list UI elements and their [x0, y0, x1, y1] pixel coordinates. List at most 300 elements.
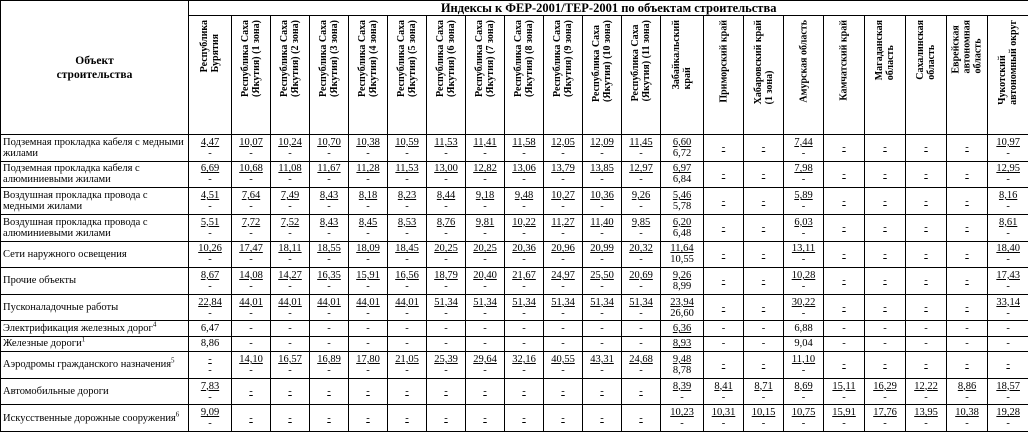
- index-value: 10,22: [512, 216, 536, 228]
- value-cell: [906, 161, 947, 188]
- index-value: 10,24: [278, 136, 302, 148]
- index-value: 17,47: [239, 243, 263, 255]
- value-cell: [906, 214, 947, 241]
- index-value: -: [721, 275, 726, 287]
- index-value: 25,39: [434, 353, 458, 365]
- index-value: 18,11: [278, 243, 302, 255]
- index-value: -: [965, 302, 969, 314]
- value-cell: [427, 268, 466, 295]
- index-value: 12,05: [551, 136, 575, 148]
- index-value: -: [522, 386, 526, 398]
- value-cell: [865, 321, 906, 336]
- index-value: 10,31: [711, 407, 736, 419]
- value-cell: [661, 214, 704, 241]
- index-value: 4,51: [200, 190, 220, 202]
- index-value: 11,28: [356, 163, 380, 175]
- index-value: 10,23: [670, 407, 694, 419]
- value-cell: [744, 268, 784, 295]
- index-value: 9,26: [672, 269, 692, 281]
- footnote-marker: 1: [81, 336, 86, 344]
- index-value: 10,38: [955, 407, 979, 419]
- index-value-secondary: -: [483, 280, 487, 292]
- index-value: 29,64: [473, 353, 497, 365]
- row-object-label: Пусконаладочные работы: [3, 302, 119, 314]
- index-value: -: [761, 142, 766, 154]
- value-cell: [583, 352, 622, 379]
- value-cell: [947, 188, 988, 215]
- value-cell: [824, 321, 865, 336]
- index-value: -: [924, 142, 928, 154]
- index-value: -: [924, 222, 928, 234]
- index-value: -: [444, 386, 448, 398]
- value-cell: [947, 294, 988, 321]
- index-value: 8,61: [998, 216, 1018, 228]
- index-value: -: [842, 359, 846, 371]
- index-value: 17,80: [356, 353, 380, 365]
- value-cell: [232, 268, 271, 295]
- value-cell: [744, 214, 784, 241]
- value-cell: [622, 352, 661, 379]
- value-cell: [232, 294, 271, 321]
- value-cell: [661, 294, 704, 321]
- row-object-name: [1, 268, 189, 295]
- value-cell: [583, 268, 622, 295]
- object-header-text: Объект строительства: [56, 54, 133, 81]
- value-cell: [271, 321, 310, 336]
- value-cell: [947, 135, 988, 162]
- index-value: 11,08: [278, 163, 302, 175]
- column-header-12: [622, 16, 661, 135]
- value-cell: [583, 188, 622, 215]
- value-cell: [505, 352, 544, 379]
- index-value: -: [965, 248, 969, 260]
- index-value-secondary: -: [327, 254, 331, 266]
- index-value: 9,26: [631, 190, 651, 202]
- value-cell: [427, 294, 466, 321]
- index-value: -: [721, 142, 726, 154]
- value-cell: [906, 378, 947, 405]
- value-cell: [505, 241, 544, 268]
- index-value: 25,50: [590, 269, 614, 281]
- value-cell: [583, 161, 622, 188]
- index-value: -: [965, 195, 969, 207]
- value-cell: [784, 135, 824, 162]
- value-cell: [784, 214, 824, 241]
- column-header-label: Камчатский край: [838, 20, 850, 101]
- index-value-secondary: -: [483, 254, 487, 266]
- index-value-secondary: -: [965, 418, 969, 430]
- index-value: -: [721, 359, 726, 371]
- value-cell: [583, 336, 622, 351]
- index-value-secondary: -: [721, 418, 726, 430]
- column-header-14: [704, 16, 744, 135]
- index-value-secondary: 5,78: [672, 201, 692, 213]
- index-value-secondary: -: [208, 418, 212, 430]
- row-object-name: [1, 378, 189, 405]
- index-value: 7,83: [200, 380, 220, 392]
- value-cell: [704, 135, 744, 162]
- value-cell: [865, 188, 906, 215]
- value-cell: [622, 241, 661, 268]
- index-value: -: [639, 323, 643, 335]
- index-value: 8,53: [397, 216, 417, 228]
- value-cell: [865, 336, 906, 351]
- object-column-header: [1, 1, 189, 135]
- value-cell: [661, 405, 704, 432]
- index-value: -: [883, 195, 887, 207]
- value-cell: [232, 321, 271, 336]
- value-cell: [704, 352, 744, 379]
- index-value: -: [883, 359, 887, 371]
- index-value: 33,14: [996, 296, 1020, 308]
- index-value-secondary: -: [327, 364, 331, 376]
- index-value: 16,56: [395, 269, 419, 281]
- value-cell: [349, 405, 388, 432]
- column-header-label: Республика Саха (Якутия) (2 зона): [279, 20, 301, 97]
- value-cell: [947, 378, 988, 405]
- index-value: 11,45: [629, 136, 653, 148]
- index-value-secondary: -: [405, 254, 409, 266]
- value-cell: [865, 405, 906, 432]
- index-value: -: [721, 302, 726, 314]
- index-value: -: [405, 338, 409, 350]
- index-value: -: [842, 275, 846, 287]
- index-value: 7,98: [794, 163, 813, 175]
- index-value: 8,86: [957, 380, 977, 392]
- value-cell: [232, 135, 271, 162]
- index-value-secondary: -: [444, 254, 448, 266]
- value-cell: [388, 352, 427, 379]
- index-value: 6,60: [672, 136, 692, 148]
- index-value: 16,29: [873, 380, 897, 392]
- index-value: 18,55: [317, 243, 341, 255]
- column-header-8: [466, 16, 505, 135]
- index-value-secondary: -: [924, 418, 928, 430]
- column-header-21: [988, 16, 1028, 135]
- index-value: -: [208, 353, 212, 365]
- row-object-name: [1, 352, 189, 379]
- index-value: 8,86: [200, 338, 220, 350]
- index-value: -: [761, 323, 766, 335]
- index-value: 10,36: [590, 190, 614, 202]
- value-cell: [427, 241, 466, 268]
- value-cell: [544, 405, 583, 432]
- value-cell: [388, 378, 427, 405]
- index-value: -: [721, 195, 726, 207]
- index-value-secondary: -: [208, 147, 212, 159]
- value-cell: [271, 405, 310, 432]
- row-object-label: Воздушная прокладка провода с алюминиевыми жилами: [3, 216, 148, 239]
- value-cell: [310, 321, 349, 336]
- index-value: -: [1006, 323, 1010, 335]
- column-header-label: Амурская область: [798, 20, 809, 103]
- value-cell: [583, 241, 622, 268]
- table-row: [1, 188, 1028, 215]
- column-header-17: [824, 16, 865, 135]
- value-cell: [544, 352, 583, 379]
- index-value: 51,34: [629, 296, 653, 308]
- index-value: -: [600, 386, 604, 398]
- index-value-secondary: -: [405, 364, 409, 376]
- column-header-13: [661, 16, 704, 135]
- value-cell: [388, 135, 427, 162]
- column-header-label: Республика Саха (Якутия) (6 зона): [435, 20, 457, 97]
- index-value-secondary: -: [639, 364, 643, 376]
- row-object-label: Подземная прокладка кабеля с алюминиевыми жилами: [3, 163, 140, 186]
- value-cell: [661, 378, 704, 405]
- index-value-secondary: -: [288, 307, 292, 319]
- value-cell: [704, 214, 744, 241]
- table-row: [1, 241, 1028, 268]
- index-value: 40,55: [551, 353, 575, 365]
- index-value: -: [1006, 359, 1010, 371]
- value-cell: [704, 405, 744, 432]
- index-value: 44,01: [395, 296, 419, 308]
- row-object-name: [1, 188, 189, 215]
- index-value: 11,58: [512, 136, 536, 148]
- row-object-label: Автомобильные дороги: [3, 386, 109, 398]
- value-cell: [988, 268, 1028, 295]
- value-cell: [189, 405, 232, 432]
- value-cell: [232, 352, 271, 379]
- value-cell: [583, 321, 622, 336]
- column-header-label: Приморский край: [718, 20, 729, 103]
- value-cell: [661, 336, 704, 351]
- value-cell: [947, 321, 988, 336]
- value-cell: [427, 336, 466, 351]
- index-value: 11,53: [395, 163, 419, 175]
- value-cell: [704, 294, 744, 321]
- value-cell: [824, 352, 865, 379]
- value-cell: [349, 336, 388, 351]
- value-cell: [310, 294, 349, 321]
- index-value-secondary: -: [600, 174, 604, 186]
- value-cell: [544, 268, 583, 295]
- index-value-secondary: -: [801, 254, 806, 266]
- index-value-secondary: -: [639, 201, 643, 213]
- footnote-marker: 4: [152, 320, 157, 329]
- value-cell: [622, 294, 661, 321]
- value-cell: [427, 135, 466, 162]
- index-value-secondary: -: [366, 147, 370, 159]
- index-value: 4,47: [200, 136, 220, 148]
- value-cell: [744, 405, 784, 432]
- index-value: 18,40: [996, 243, 1020, 255]
- table-row: [1, 405, 1028, 432]
- index-value: -: [924, 195, 928, 207]
- column-header-3: [271, 16, 310, 135]
- index-value-secondary: -: [1006, 227, 1010, 239]
- index-value: 8,43: [319, 216, 339, 228]
- value-cell: [271, 378, 310, 405]
- value-cell: [466, 268, 505, 295]
- index-value: -: [924, 275, 928, 287]
- value-cell: [310, 188, 349, 215]
- index-value: -: [883, 275, 887, 287]
- value-cell: [189, 268, 232, 295]
- value-cell: [622, 378, 661, 405]
- value-cell: [505, 135, 544, 162]
- value-cell: [544, 135, 583, 162]
- index-value: -: [924, 168, 928, 180]
- index-value: 10,15: [751, 407, 776, 419]
- index-value-secondary: -: [327, 227, 331, 239]
- value-cell: [622, 405, 661, 432]
- index-value-secondary: -: [288, 364, 292, 376]
- value-cell: [947, 405, 988, 432]
- index-value: -: [761, 195, 766, 207]
- value-cell: [544, 336, 583, 351]
- value-cell: [622, 268, 661, 295]
- value-cell: [784, 378, 824, 405]
- index-value-secondary: -: [444, 201, 448, 213]
- index-value-secondary: -: [600, 227, 604, 239]
- value-cell: [189, 294, 232, 321]
- index-value: -: [883, 338, 887, 350]
- value-cell: [388, 188, 427, 215]
- row-object-label: Воздушная прокладка провода с медными жилами: [3, 190, 148, 213]
- index-value: -: [366, 386, 370, 398]
- index-value-secondary: -: [405, 280, 409, 292]
- value-cell: [744, 352, 784, 379]
- footnote-marker: 6: [175, 410, 180, 419]
- table-row: [1, 135, 1028, 162]
- row-object-label: Прочие объекты: [3, 275, 77, 287]
- column-header-label: Республика Бурятия: [199, 20, 221, 73]
- value-cell: [784, 294, 824, 321]
- index-value: -: [761, 222, 766, 234]
- value-cell: [661, 161, 704, 188]
- value-cell: [824, 214, 865, 241]
- index-value-secondary: -: [366, 364, 370, 376]
- index-value-secondary: -: [208, 227, 212, 239]
- value-cell: [310, 241, 349, 268]
- index-value-secondary: -: [288, 147, 292, 159]
- index-value-secondary: -: [561, 227, 565, 239]
- table-row: [1, 321, 1028, 336]
- column-header-16: [784, 16, 824, 135]
- index-value: -: [483, 323, 487, 335]
- value-cell: [865, 352, 906, 379]
- index-value: -: [883, 323, 887, 335]
- value-cell: [583, 294, 622, 321]
- index-value-secondary: -: [801, 201, 806, 213]
- index-value: -: [561, 338, 565, 350]
- index-value: 6,97: [672, 163, 692, 175]
- index-value: -: [600, 338, 604, 350]
- value-cell: [466, 241, 505, 268]
- index-value-secondary: -: [639, 307, 643, 319]
- index-value: 5,51: [200, 216, 220, 228]
- index-value: 7,64: [241, 190, 261, 202]
- value-cell: [988, 241, 1028, 268]
- index-value: 11,27: [551, 216, 575, 228]
- value-cell: [427, 378, 466, 405]
- value-cell: [466, 405, 505, 432]
- index-value: -: [444, 338, 448, 350]
- value-cell: [466, 321, 505, 336]
- value-cell: [622, 135, 661, 162]
- index-value-secondary: -: [561, 307, 565, 319]
- value-cell: [271, 214, 310, 241]
- value-cell: [388, 241, 427, 268]
- index-value: 32,16: [512, 353, 536, 365]
- column-header-label: Республика Саха (Якутия) (7 зона): [474, 20, 496, 97]
- value-cell: [947, 214, 988, 241]
- value-cell: [704, 378, 744, 405]
- value-cell: [232, 241, 271, 268]
- value-cell: [232, 214, 271, 241]
- column-header-9: [505, 16, 544, 135]
- index-value-secondary: -: [842, 391, 846, 403]
- index-value: 13,79: [551, 163, 575, 175]
- value-cell: [544, 188, 583, 215]
- index-value: -: [842, 222, 846, 234]
- value-cell: [232, 378, 271, 405]
- column-header-20: [947, 16, 988, 135]
- table-row: [1, 214, 1028, 241]
- value-cell: [310, 378, 349, 405]
- value-cell: [906, 135, 947, 162]
- index-value: -: [883, 248, 887, 260]
- value-cell: [310, 352, 349, 379]
- index-value-secondary: -: [883, 391, 887, 403]
- index-value: 20,32: [629, 243, 653, 255]
- row-object-name: [1, 161, 189, 188]
- value-cell: [865, 135, 906, 162]
- index-value: 11,53: [434, 136, 458, 148]
- index-value-secondary: -: [721, 391, 726, 403]
- index-value: 18,09: [356, 243, 380, 255]
- value-cell: [744, 241, 784, 268]
- value-cell: [466, 294, 505, 321]
- index-value: -: [721, 323, 726, 335]
- index-value: 12,82: [473, 163, 497, 175]
- index-value: -: [483, 412, 487, 424]
- index-value-secondary: -: [444, 364, 448, 376]
- value-cell: [544, 294, 583, 321]
- index-value: -: [249, 323, 253, 335]
- index-value: 51,34: [434, 296, 458, 308]
- index-value: 44,01: [239, 296, 263, 308]
- value-cell: [466, 214, 505, 241]
- index-value: 24,68: [629, 353, 653, 365]
- value-cell: [824, 378, 865, 405]
- value-cell: [704, 161, 744, 188]
- value-cell: [505, 336, 544, 351]
- value-cell: [988, 321, 1028, 336]
- index-value-secondary: -: [561, 174, 565, 186]
- value-cell: [622, 188, 661, 215]
- index-value-secondary: -: [801, 227, 806, 239]
- index-value-secondary: -: [208, 201, 212, 213]
- value-cell: [189, 352, 232, 379]
- index-value: -: [288, 323, 292, 335]
- table-row: [1, 268, 1028, 295]
- value-cell: [744, 135, 784, 162]
- index-value: 16,89: [317, 353, 341, 365]
- index-value: 23,94: [670, 296, 694, 308]
- value-cell: [271, 352, 310, 379]
- value-cell: [622, 214, 661, 241]
- value-cell: [704, 336, 744, 351]
- value-cell: [505, 321, 544, 336]
- column-header-19: [906, 16, 947, 135]
- index-value: 14,27: [278, 269, 302, 281]
- index-value: -: [288, 412, 292, 424]
- index-value-secondary: -: [405, 201, 409, 213]
- index-value-secondary: -: [288, 280, 292, 292]
